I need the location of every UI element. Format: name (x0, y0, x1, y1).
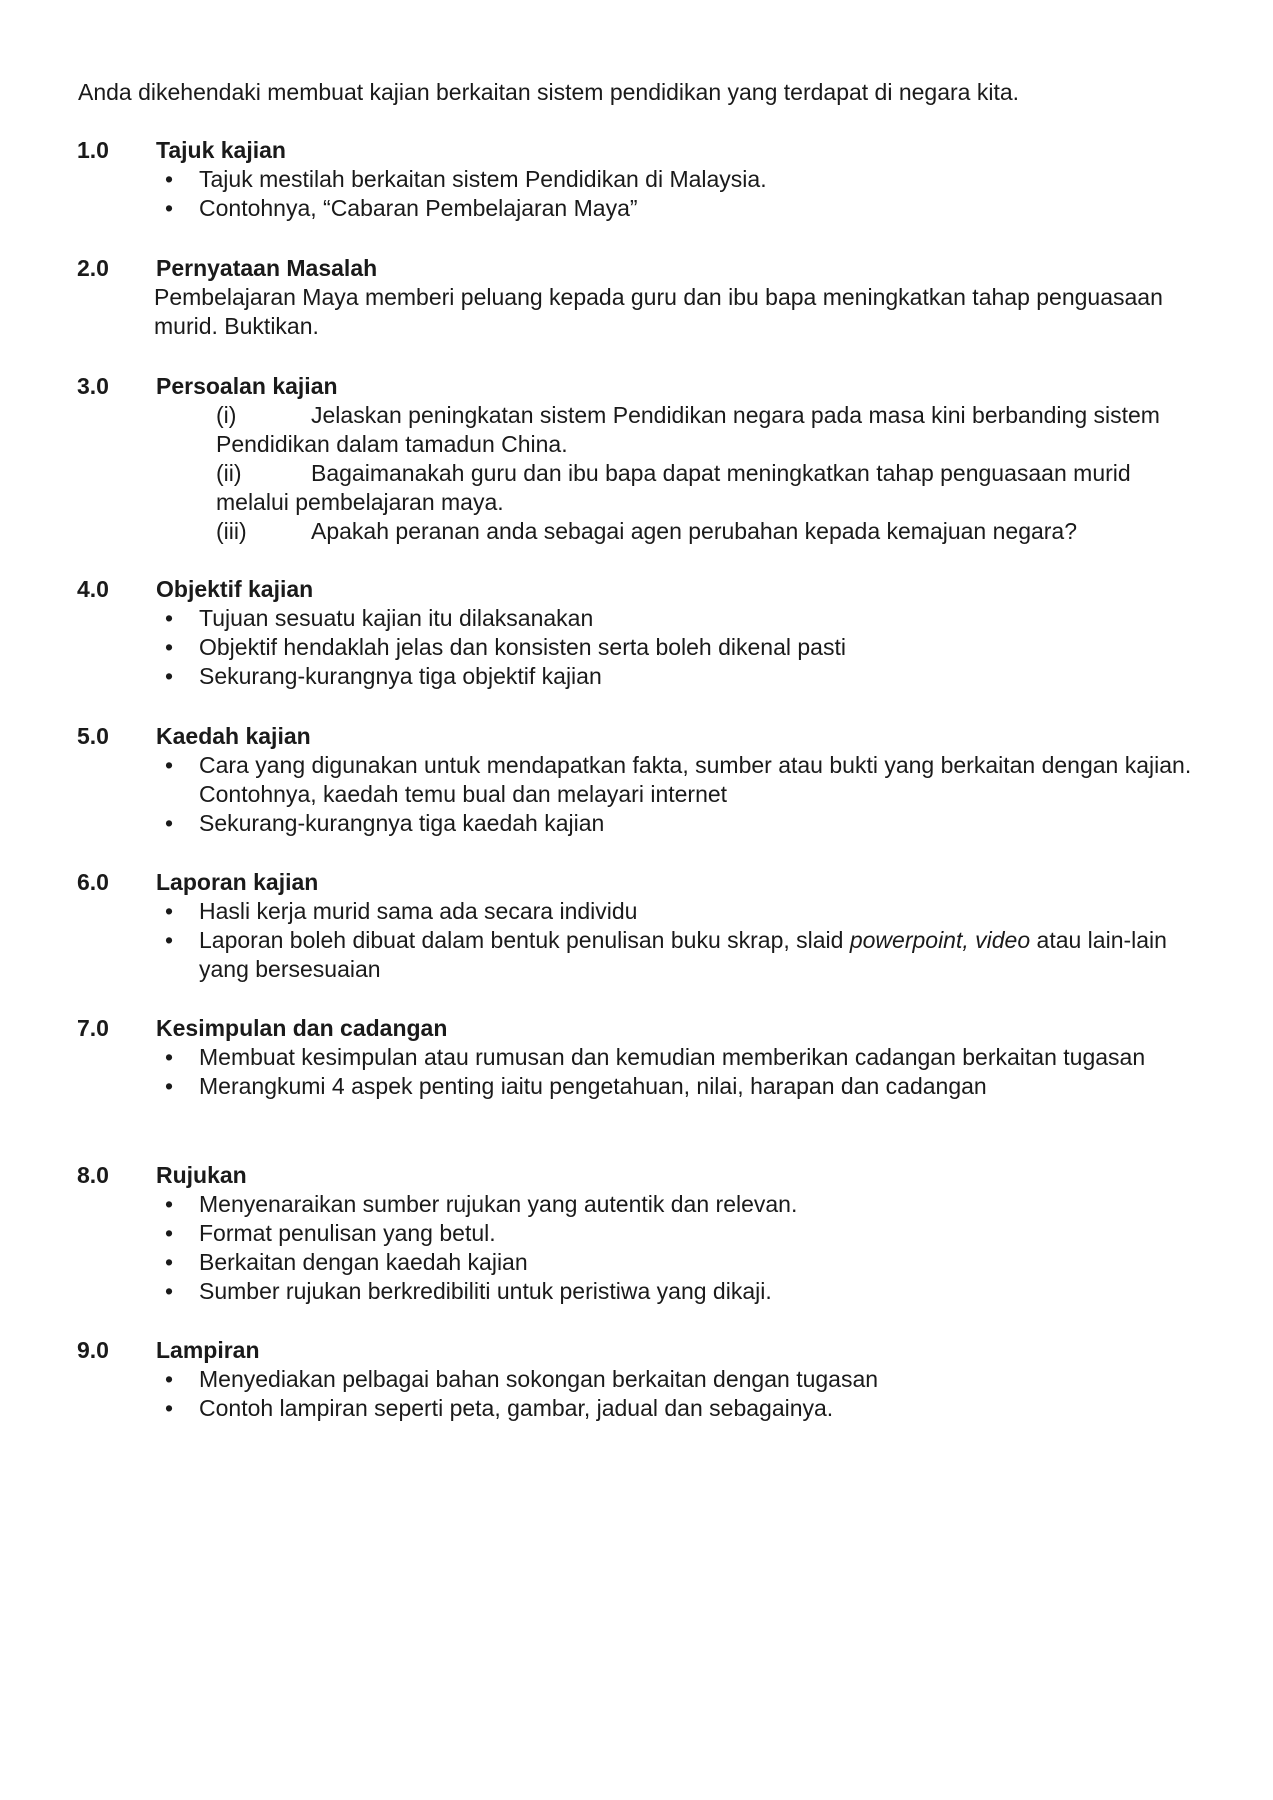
section-body (0, 1190, 1273, 1306)
section-title: Pernyataan Masalah (156, 255, 378, 281)
section-title: Tajuk kajian (156, 137, 286, 163)
section-number: 3.0 (77, 373, 109, 399)
section-title: Kesimpulan dan cadangan (156, 1015, 448, 1041)
intro-text: Anda dikehendaki membuat kajian berkaitan sistem pendidikan yang terdapat di negara kita. (78, 79, 1020, 105)
section-number: 4.0 (77, 576, 109, 602)
section-title: Lampiran (156, 1337, 260, 1363)
section-number: 2.0 (77, 255, 109, 281)
bullet-item: • Sekurang-kurangnya tiga kaedah kajian (0, 809, 1199, 838)
bullet-item: • Format penulisan yang betul. (0, 1219, 1199, 1248)
bullet-item: • Tujuan sesuatu kajian itu dilaksanakan (0, 604, 1199, 633)
section-number: 1.0 (77, 137, 109, 163)
bullet-item: • Contohnya, “Cabaran Pembelajaran Maya” (0, 194, 1199, 223)
bullet-item: • Hasli kerja murid sama ada secara individu (0, 897, 1199, 926)
section-number: 6.0 (77, 869, 109, 895)
problem-statement: Pembelajaran Maya memberi peluang kepada guru dan ibu bapa meningkatkan tahap penguasaan murid. Buktikan. (154, 284, 1163, 339)
bullet-item: • Laporan boleh dibuat dalam bentuk penulisan buku skrap, slaid powerpoint, video atau lain-lain yang bersesuaian (0, 926, 1199, 984)
bullet-item: • Objektif hendaklah jelas dan konsisten serta boleh dikenal pasti (0, 633, 1199, 662)
section-title: Rujukan (156, 1162, 247, 1188)
bullet-item: • Menyenaraikan sumber rujukan yang autentik dan relevan. (0, 1190, 1199, 1219)
question-item: (iii) Apakah peranan anda sebagai agen perubahan kepada kemajuan negara? (216, 518, 1078, 544)
section-number: 8.0 (77, 1162, 109, 1188)
section-title: Laporan kajian (156, 869, 319, 895)
section-body (0, 1365, 1273, 1423)
section-body (0, 283, 1273, 341)
bullet-item: • Tajuk mestilah berkaitan sistem Pendidikan di Malaysia. (0, 165, 1199, 194)
section-number: 5.0 (77, 723, 109, 749)
bullet-item: • Contoh lampiran seperti peta, gambar, jadual dan sebagainya. (0, 1394, 1199, 1423)
question-item: (i) Jelaskan peningkatan sistem Pendidikan negara pada masa kini berbanding sistem Pendidikan dalam tamadun China. (216, 402, 1160, 457)
bullet-item: • Berkaitan dengan kaedah kajian (0, 1248, 1199, 1277)
bullet-item: • Cara yang digunakan untuk mendapatkan fakta, sumber atau bukti yang berkaitan dengan kajian. Contohnya, kaedah temu bual dan melayari internet (0, 751, 1199, 809)
section-body (0, 1043, 1273, 1101)
bullet-item: • Membuat kesimpulan atau rumusan dan kemudian memberikan cadangan berkaitan tugasan (0, 1043, 1199, 1072)
section-body (0, 604, 1273, 691)
bullet-item: • Menyediakan pelbagai bahan sokongan berkaitan dengan tugasan (0, 1365, 1199, 1394)
section-number: 7.0 (77, 1015, 109, 1041)
section-body (0, 165, 1273, 223)
section-number: 9.0 (77, 1337, 109, 1363)
question-item: (ii) Bagaimanakah guru dan ibu bapa dapat meningkatkan tahap penguasaan murid melalui pembelajaran maya. (216, 460, 1131, 515)
section-body (0, 751, 1273, 838)
bullet-item: • Merangkumi 4 aspek penting iaitu pengetahuan, nilai, harapan dan cadangan (0, 1072, 1199, 1101)
section-title: Objektif kajian (156, 576, 314, 602)
bullet-item: • Sekurang-kurangnya tiga objektif kajian (0, 662, 1199, 691)
section-body (0, 897, 1273, 984)
section-title: Kaedah kajian (156, 723, 311, 749)
section-body (0, 401, 1273, 546)
bullet-item: • Sumber rujukan berkredibiliti untuk peristiwa yang dikaji. (0, 1277, 1199, 1306)
section-title: Persoalan kajian (156, 373, 338, 399)
